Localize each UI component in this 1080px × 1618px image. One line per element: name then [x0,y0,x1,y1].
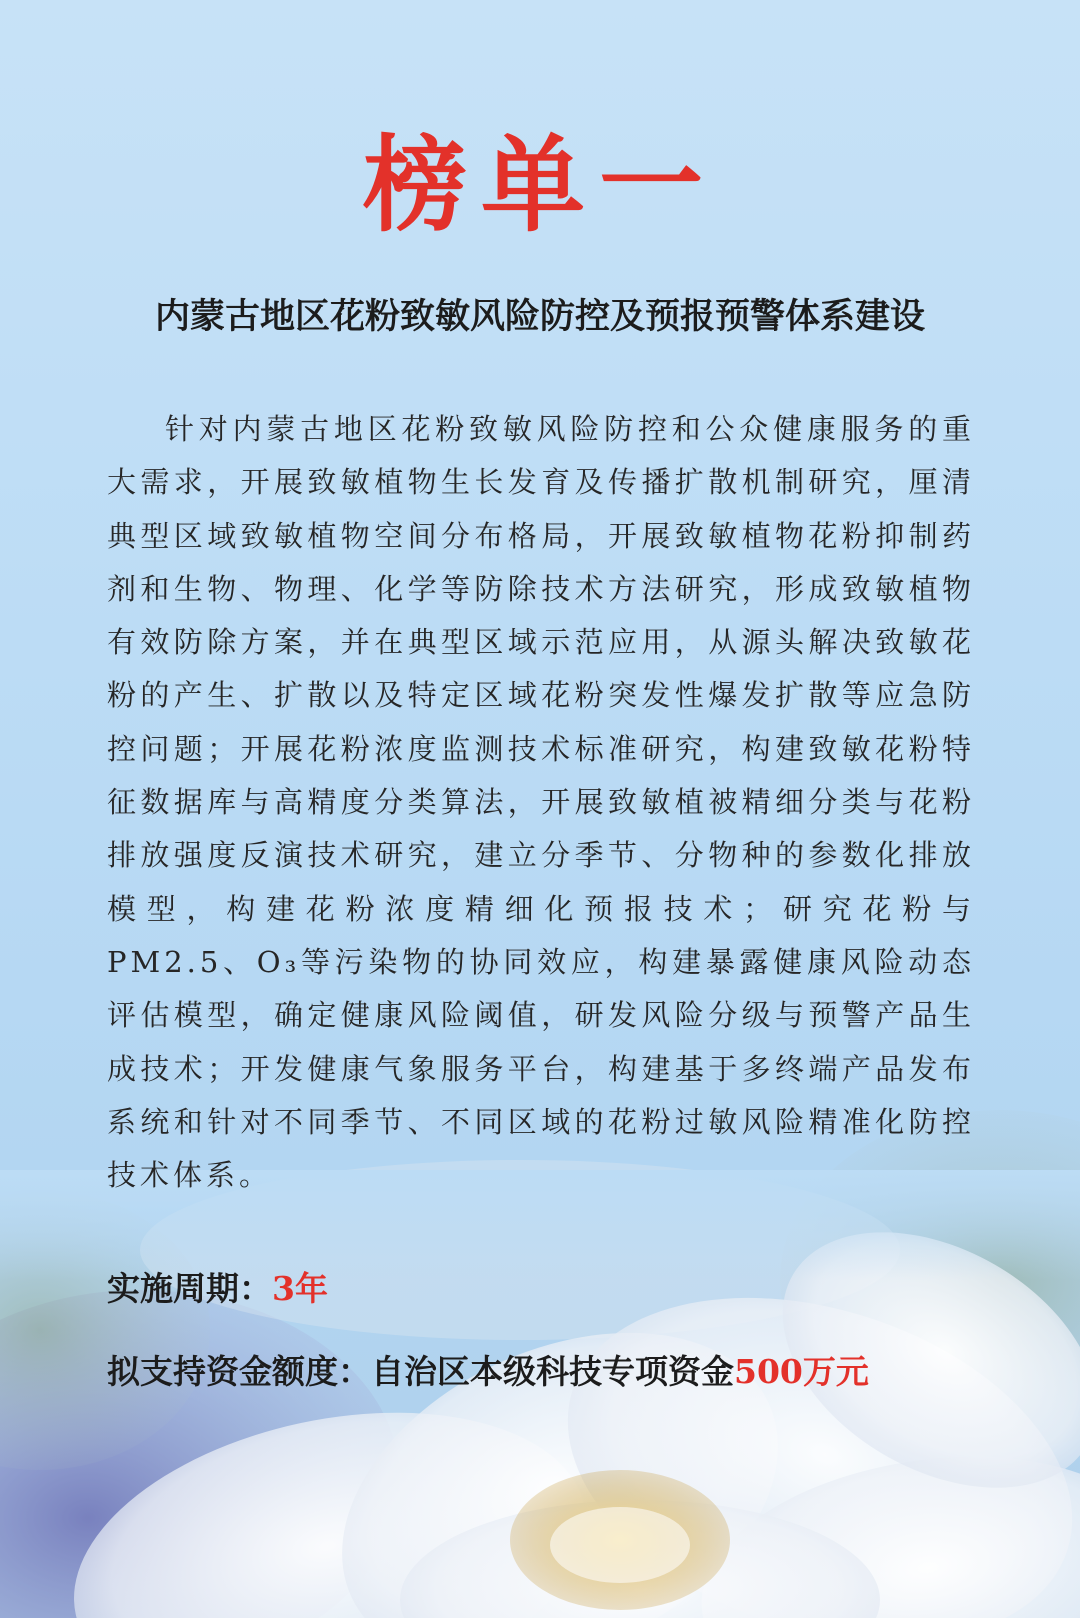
fund-amount-value: 500万元 [734,1352,869,1391]
project-description: 针对内蒙古地区花粉致敏风险防控和公众健康服务的重大需求，开展致敏植物生长发育及传播扩散机制研究，厘清典型区域致敏植物空间分布格局，开展致敏植物花粉抑制药剂和生物、物理、化学等防除技术方法研究，形成致敏植物有效防除方案，并在典型区域示范应用，从源头解决致敏花粉的产生、扩散以及特定区域花粉突发性爆发扩散等应急防控问题；开展花粉浓度监测技术标准研究，构建致敏花粉特征数据库与高精度分类算法，开展致敏植被精细分类与花粉排放强度反演技术研究，建立分季节、分物种的参数化排放模型，构建花粉浓度精细化预报技术；研究花粉与PM2.5、O₃等污染物的协同效应，构建暴露健康风险动态评估模型，确定健康风险阈值，研发风险分级与预警产品生成技术；开发健康气象服务平台，构建基于多终端产品发布系统和针对不同季节、不同区域的花粉过敏风险精准化防控技术体系。 [107,412,975,1193]
implementation-period [107,1263,328,1310]
fund-source: 自治区本级科技专项资金 [371,1352,734,1391]
project-subtitle: 内蒙古地区花粉致敏风险防控及预报预警体系建设 [154,296,925,337]
period-value: 3年 [272,1269,328,1308]
period-label: 实施周期： [107,1269,272,1308]
page-title: 榜单一 [362,124,717,246]
fund-label: 拟支持资金额度： [107,1352,371,1391]
funding-amount [107,1346,869,1393]
